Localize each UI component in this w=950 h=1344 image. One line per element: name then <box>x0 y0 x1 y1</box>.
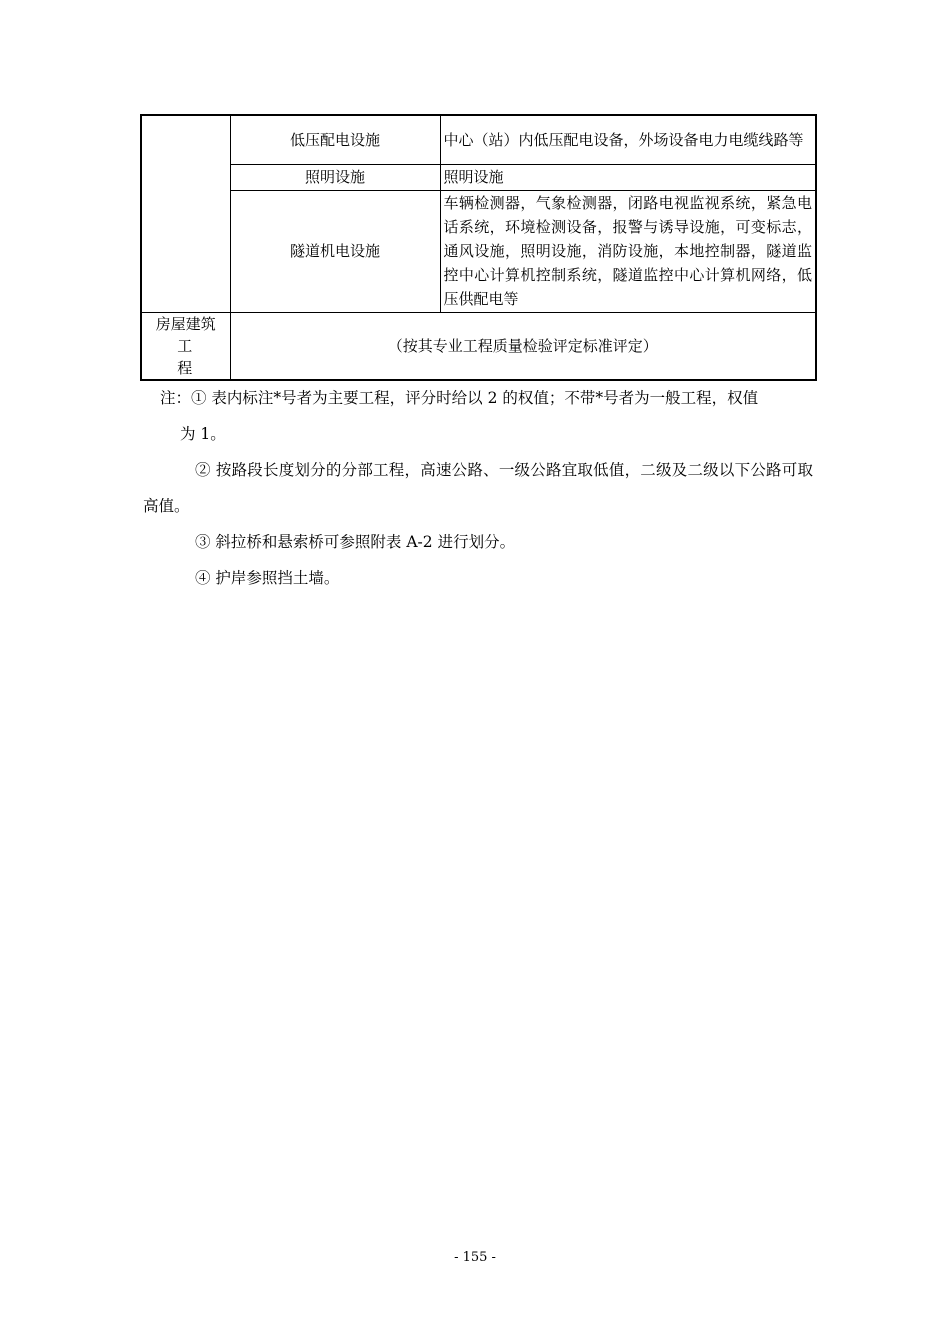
note-1 <box>143 380 813 452</box>
building-content-cell: （按其专业工程质量检验评定标准评定） <box>230 312 816 380</box>
table-row <box>141 312 816 380</box>
notes-section <box>143 380 813 596</box>
item-cell: 照明设施 <box>230 164 440 190</box>
content-cell: 照明设施 <box>440 164 816 190</box>
division-table <box>140 114 817 381</box>
note-1-line1: 注：① 表内标注*号者为主要工程，评分时给以 2 的权值；不带*号者为一般工程，权值 <box>160 389 759 407</box>
note-1-line2: 为 1。 <box>180 425 226 443</box>
note-2: ② 按路段长度划分的分部工程，高速公路、一级公路宜取低值，二级及二级以下公路可取高值。 <box>143 461 813 515</box>
table-row <box>141 164 816 190</box>
content-cell: 车辆检测器，气象检测器，闭路电视监视系统，紧急电话系统，环境检测设备，报警与诱导设施，可变标志，通风设施，照明设施，消防设施，本地控制器，隧道监控中心计算机控制系统，隧道监控中心计算机网络，低压供配电等 <box>440 190 816 312</box>
category-cell-building <box>141 312 230 380</box>
content-cell: 中心（站）内低压配电设备，外场设备电力电缆线路等 <box>440 115 816 164</box>
page-number: - 155 - <box>454 1250 496 1265</box>
table-row <box>141 115 816 164</box>
category-label-line1: 房屋建筑 <box>155 314 216 333</box>
item-cell: 低压配电设施 <box>230 115 440 164</box>
note-4: ④ 护岸参照挡土墙。 <box>195 569 340 587</box>
item-cell: 隧道机电设施 <box>230 190 440 312</box>
table-row <box>141 190 816 312</box>
note-3: ③ 斜拉桥和悬索桥可参照附表 A-2 进行划分。 <box>195 533 516 551</box>
category-cell-empty <box>141 115 230 312</box>
category-label-line2: 工程 <box>177 336 213 377</box>
